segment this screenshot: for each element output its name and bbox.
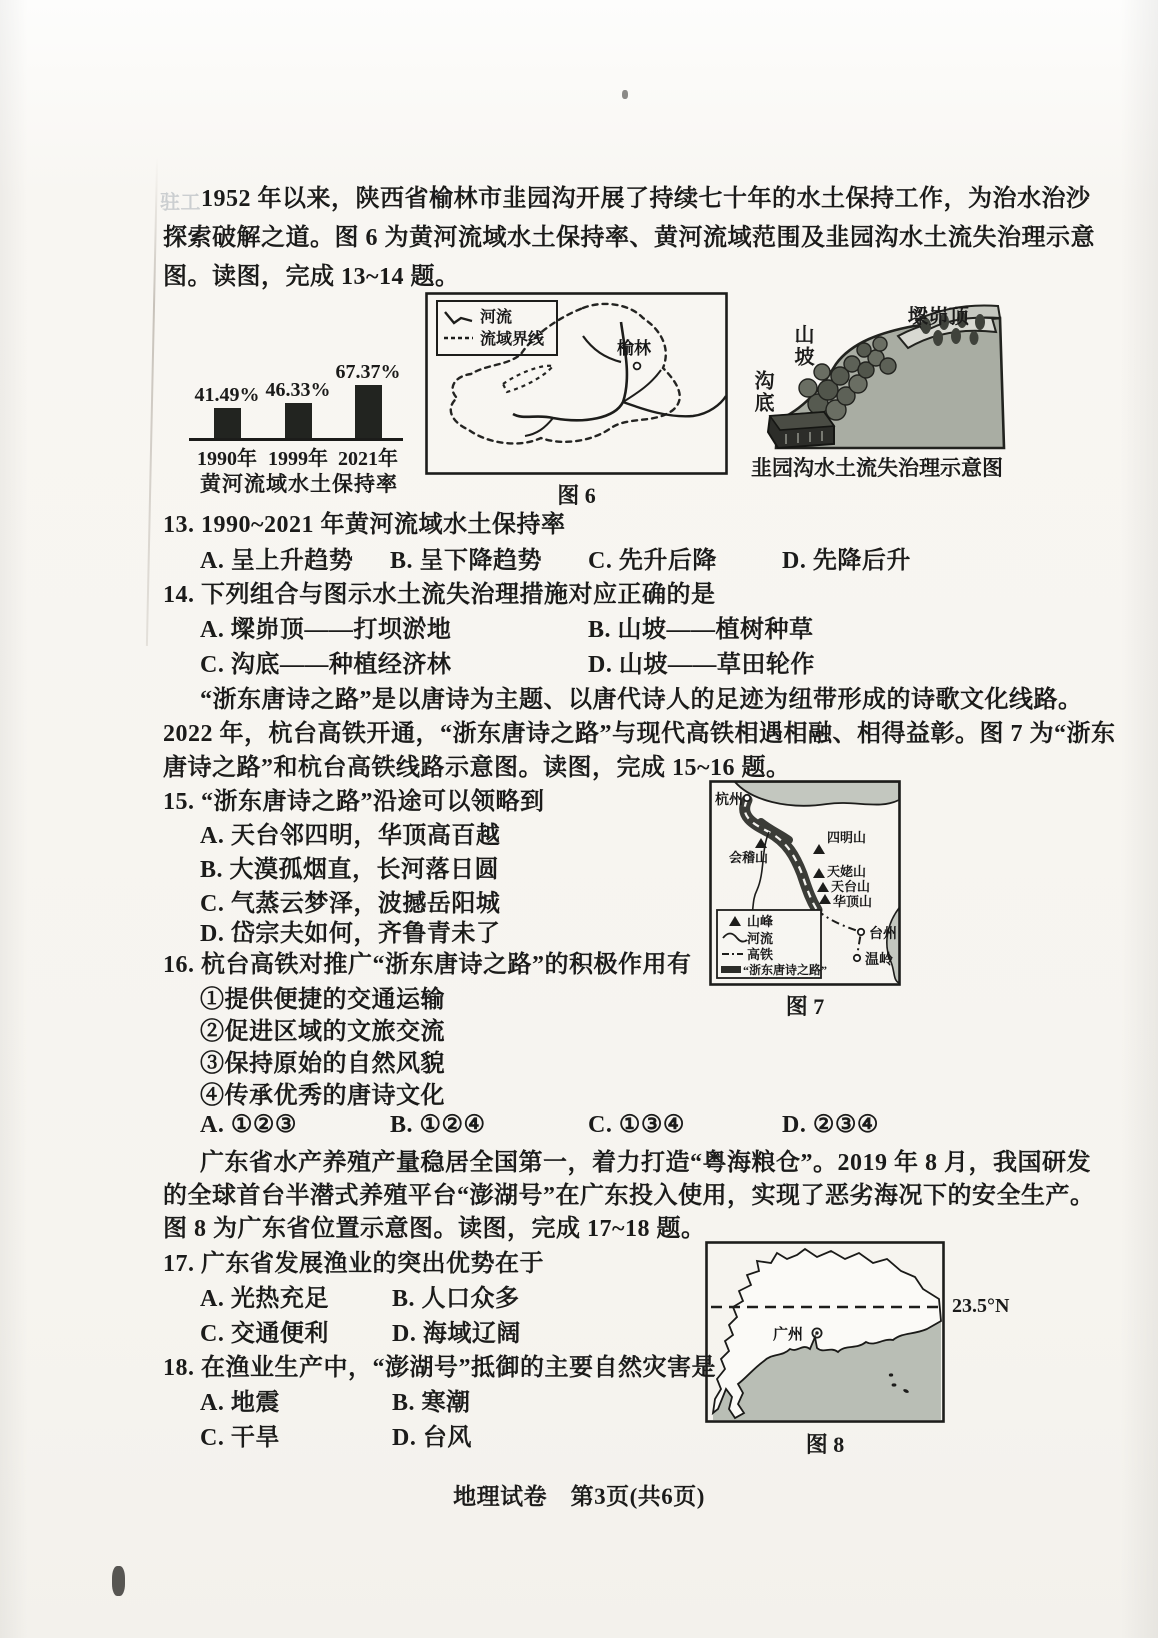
guangzhou-label: 广州: [773, 1327, 804, 1343]
figure8-caption: 图 8: [805, 1432, 845, 1457]
legend-peak-label: 山峰: [747, 914, 774, 929]
hangzhou-label: 杭州: [715, 793, 743, 808]
intro1-line2: 探索破解之道。图 6 为黄河流域水土保持率、黄河流域范围及韭园沟水土流失治理示意: [163, 225, 1095, 251]
hangzhou-bay: [735, 782, 899, 806]
inner-boundary-sliver: [503, 366, 553, 392]
bar-2021: [332, 361, 404, 438]
guangzhou-marker-dot: [815, 1331, 818, 1334]
q14-option-d: D. 山坡——草田轮作: [588, 652, 815, 678]
taizhou-marker-icon: [858, 929, 864, 935]
q16-option-d: D. ②③④: [782, 1112, 879, 1138]
hangzhou-marker-icon: [744, 795, 750, 801]
legend-river-label: 河流: [480, 309, 513, 326]
intro3-line3: 图 8 为广东省位置示意图。读图，完成 17~18 题。: [163, 1216, 706, 1242]
intro2-line1: “浙东唐诗之路”是以唐诗为主题、以唐代诗人的足迹为纽带形成的诗歌文化线路。: [200, 687, 1083, 713]
q18-option-a: A. 地震: [200, 1390, 280, 1416]
intro3-line1: 广东省水产养殖产量稳居全国第一，着力打造“粤海粮仓”。2019 年 8 月，我国研发: [200, 1150, 1091, 1176]
tianmu-label: 天姥山: [827, 864, 867, 879]
q17-option-c: C. 交通便利: [200, 1321, 329, 1347]
bar-1999: [262, 379, 334, 438]
intro1-line3: 图。读图，完成 13~14 题。: [163, 264, 460, 290]
bar-chart-axis: [189, 438, 403, 441]
legend-route-icon: [721, 966, 741, 973]
q14-option-a: A. 墚峁顶——打坝淤地: [200, 617, 452, 643]
schematic-label-slope: 山坡: [791, 324, 813, 368]
bar-value-label: 67.37%: [335, 361, 401, 383]
tiantai-peak-icon: [817, 882, 829, 892]
q18-option-b: B. 寒潮: [392, 1390, 471, 1416]
q17-option-b: B. 人口众多: [392, 1286, 520, 1312]
bar-chart-title: 黄河流域水土保持率: [200, 472, 398, 496]
q15-option-d: D. 岱宗夫如何，齐鲁青未了: [200, 921, 501, 947]
q14-option-b: B. 山坡——植树种草: [588, 617, 814, 643]
bar-rect: [285, 403, 312, 438]
bar-rect: [355, 385, 382, 438]
q13-option-a: A. 呈上升趋势: [200, 548, 354, 574]
q15-option-a: A. 天台邻四明，华顶高百越: [200, 823, 501, 849]
q18-option-d: D. 台风: [392, 1425, 472, 1451]
yulin-marker-icon: [634, 363, 641, 370]
intro1-line1: 1952 年以来，陕西省榆林市韭园沟开展了持续七十年的水土保持工作，为治水治沙: [201, 186, 1091, 212]
schematic-caption: 韭园沟水土流失治理示意图: [751, 456, 1003, 480]
q16-stem: 16. 杭台高铁对推广“浙东唐诗之路”的积极作用有: [163, 952, 692, 978]
siming-peak-icon: [813, 844, 825, 854]
bar-value-label: 46.33%: [265, 379, 331, 401]
q15-option-b: B. 大漠孤烟直，长河落日圆: [200, 857, 500, 883]
basin-map-svg: [425, 292, 728, 475]
check-dam-top: [770, 412, 834, 430]
intro2-line3: 唐诗之路”和杭台高铁线路示意图。读图，完成 15~16 题。: [163, 755, 791, 781]
coast-sea: [887, 908, 899, 983]
legend-route-label: “浙东唐诗之路”: [743, 963, 828, 977]
huading-label: 华顶山: [833, 894, 873, 909]
ink-speck: [622, 90, 628, 99]
q14-option-c: C. 沟底——种植经济林: [200, 652, 452, 678]
fig8-svg: [705, 1241, 945, 1423]
river-tributary-2: [623, 396, 726, 416]
legend-rail-label: 高铁: [747, 947, 774, 962]
bar-rect: [214, 408, 241, 438]
q16-option-b: B. ①②④: [390, 1112, 486, 1138]
q16-item-2: ②促进区域的文旅交流: [200, 1019, 445, 1045]
river-tributary-4: [623, 370, 661, 402]
figure6-basin-map: [425, 292, 728, 475]
q16-item-3: ③保持原始的自然风貌: [200, 1051, 445, 1077]
wenling-label: 温岭: [865, 953, 893, 968]
paper-crease: [146, 158, 158, 646]
scan-smudge: [112, 1566, 125, 1596]
taizhou-label: 台州: [869, 927, 897, 942]
kuaiji-label: 会稽山: [729, 850, 769, 865]
q16-option-a: A. ①②③: [200, 1112, 297, 1138]
intro3-line2: 的全球首台半潜式养殖平台“澎湖号”在广东投入使用，实现了恶劣海况下的安全生产。: [163, 1183, 1095, 1209]
rail-line: [817, 910, 861, 956]
q13-option-c: C. 先升后降: [588, 548, 717, 574]
figure7-caption: 图 7: [785, 994, 825, 1019]
tiantai-label: 天台山: [831, 879, 871, 894]
bar-year-1999: 1999年: [268, 448, 328, 470]
river-tributary-1: [583, 336, 621, 362]
q17-option-d: D. 海域辽阔: [392, 1321, 521, 1347]
figure6-schematic: [748, 292, 1010, 452]
page-footer: 地理试卷 第3页(共6页): [453, 1484, 705, 1509]
tianmu-peak-icon: [813, 868, 825, 878]
bar-year-1990: 1990年: [197, 448, 257, 470]
q16-item-1: ①提供便捷的交通运输: [200, 987, 445, 1013]
huading-peak-icon: [819, 894, 831, 904]
river-tributary-3: [525, 418, 553, 436]
fig7-svg: [709, 780, 901, 986]
legend-boundary-label: 流域界线: [480, 331, 545, 348]
q17-option-a: A. 光热充足: [200, 1286, 329, 1312]
q13-option-b: B. 呈下降趋势: [390, 548, 543, 574]
legend-river-label: 河流: [747, 931, 774, 946]
schematic-label-ridgetop: 墚峁顶: [908, 306, 970, 328]
bleed-through-mark: 驻工: [160, 192, 201, 214]
river-legend-icon: [445, 312, 472, 323]
q15-option-c: C. 气蒸云梦泽，波撼岳阳城: [200, 891, 501, 917]
bar-value-label: 41.49%: [194, 384, 260, 406]
q18-stem: 18. 在渔业生产中，“澎湖号”抵御的主要自然灾害是: [163, 1355, 716, 1381]
q13-stem: 13. 1990~2021 年黄河流域水土保持率: [163, 512, 566, 538]
tropic-latitude-label: 23.5°N: [952, 1295, 1010, 1317]
figure8-map: [705, 1241, 945, 1423]
bar-1990: [191, 384, 263, 438]
q14-stem: 14. 下列组合与图示水土流失治理措施对应正确的是: [163, 582, 716, 608]
q17-stem: 17. 广东省发展渔业的突出优势在于: [163, 1251, 544, 1277]
schematic-label-gully: 沟底: [751, 370, 773, 414]
q18-option-c: C. 干旱: [200, 1425, 280, 1451]
schematic-svg: [748, 292, 1010, 452]
figure7-map: [709, 780, 901, 986]
bar-year-2021: 2021年: [338, 448, 398, 470]
figure6-caption: 图 6: [557, 483, 596, 508]
q16-option-c: C. ①③④: [588, 1112, 685, 1138]
intro2-line2: 2022 年，杭台高铁开通，“浙东唐诗之路”与现代高铁相遇相融、相得益彰。图 7 为“浙东: [163, 721, 1116, 747]
figure6-bar-chart: [183, 350, 415, 500]
q15-stem: 15. “浙东唐诗之路”沿途可以领略到: [163, 789, 545, 815]
q13-option-d: D. 先降后升: [782, 548, 911, 574]
yulin-label: 榆林: [617, 339, 651, 358]
q16-item-4: ④传承优秀的唐诗文化: [200, 1083, 445, 1109]
wenling-marker-icon: [854, 955, 860, 961]
siming-label: 四明山: [827, 830, 867, 845]
